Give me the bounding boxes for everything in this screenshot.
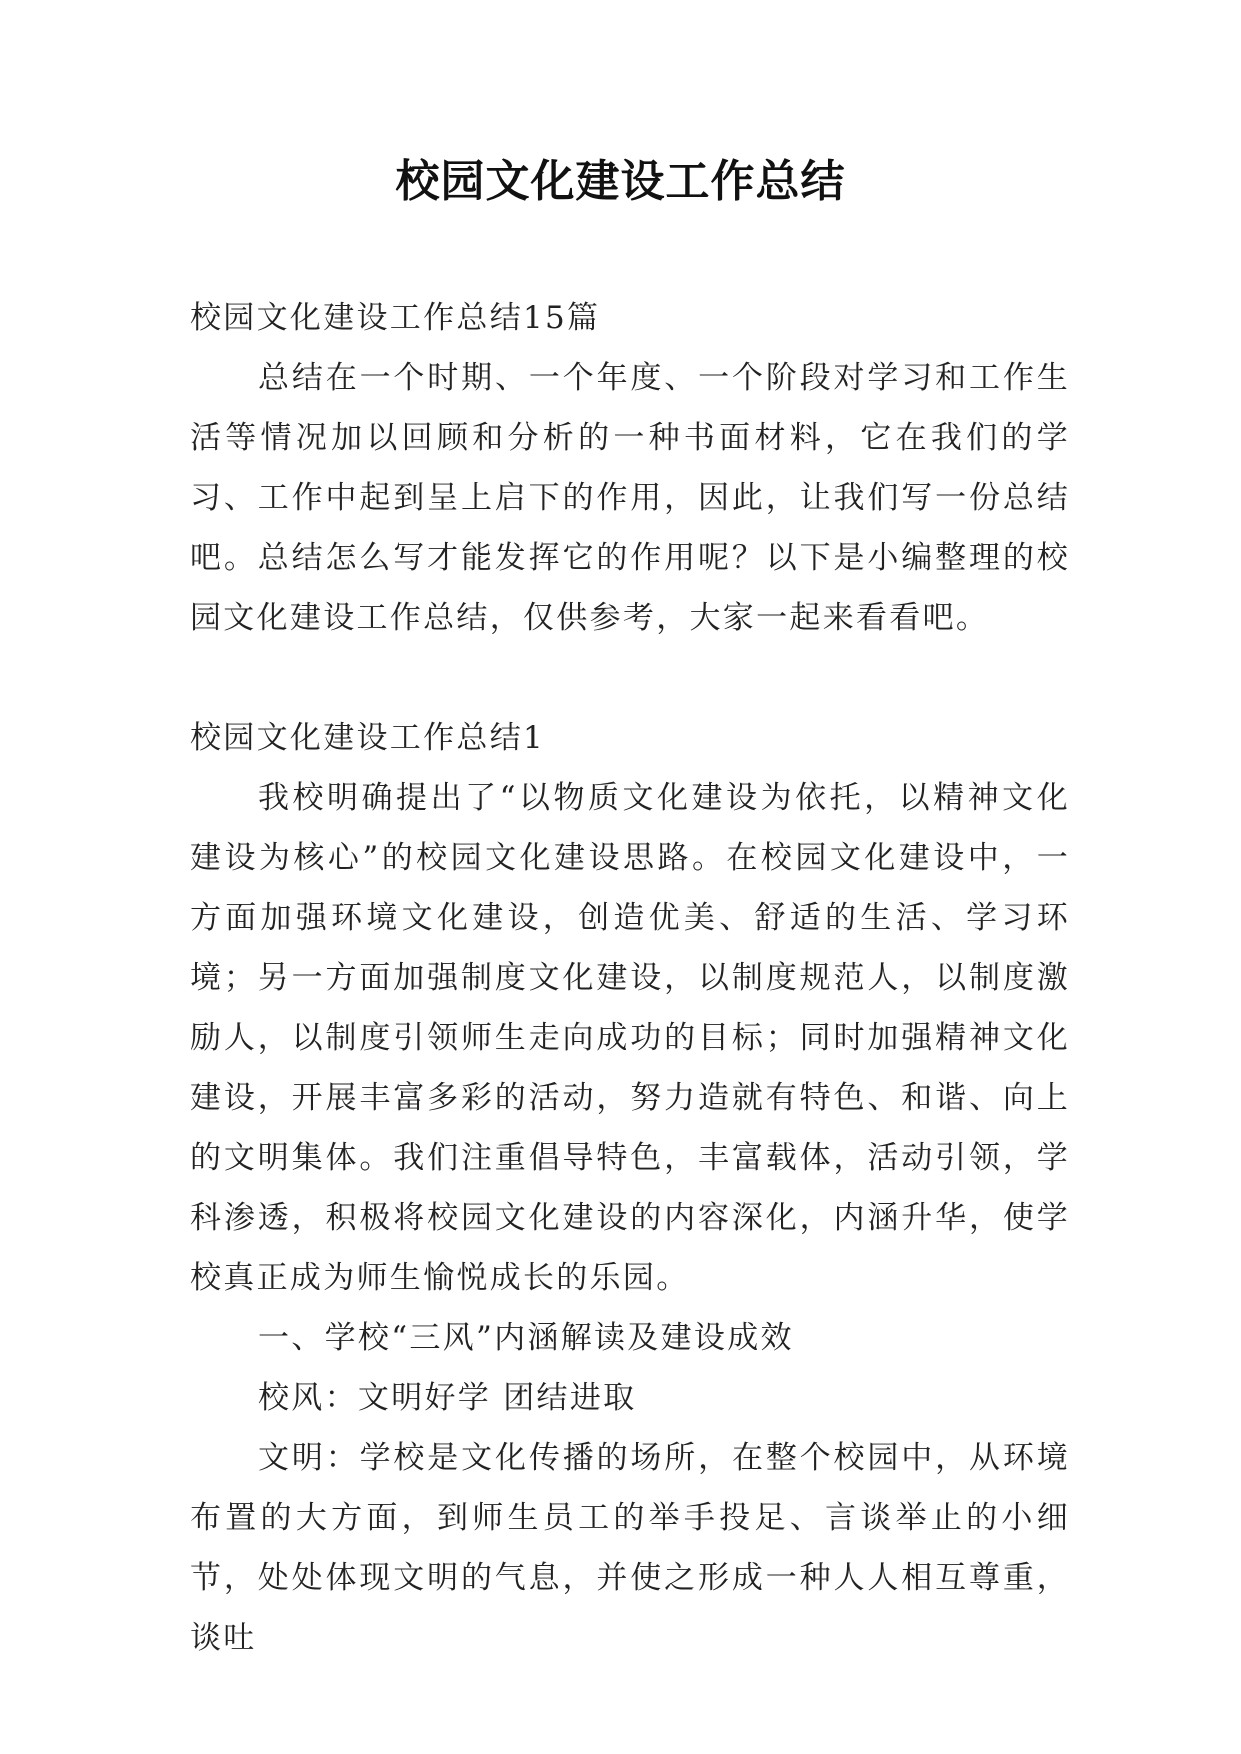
section-heading: 校园文化建设工作总结1 <box>190 720 546 756</box>
section-subheading: 一、学校“三风”内涵解读及建设成效 <box>258 1320 794 1356</box>
document-body <box>190 288 1070 1668</box>
intro-paragraph: 总结在一个时期、一个年度、一个阶段对学习和工作生活等情况加以回顾和分析的一种书面材料，它在我们的学习、工作中起到呈上启下的作用，因此，让我们写一份总结吧。总结怎么写才能发挥它的作用呢？以下是小编整理的校园文化建设工作总结，仅供参考，大家一起来看看吧。 <box>190 360 1070 636</box>
document-title: 校园文化建设工作总结 <box>395 156 846 207</box>
document-subtitle: 校园文化建设工作总结15篇 <box>190 300 601 336</box>
section-paragraph-2: 文明：学校是文化传播的场所，在整个校园中，从环境布置的大方面，到师生员工的举手投足、言谈举止的小细节，处处体现文明的气息，并使之形成一种人人相互尊重，谈吐 <box>190 1440 1070 1656</box>
school-motto: 校风：文明好学 团结进取 <box>258 1380 637 1416</box>
paragraph-spacer <box>190 648 1070 708</box>
section-paragraph: 我校明确提出了“以物质文化建设为依托，以精神文化建设为核心”的校园文化建设思路。在校园文化建设中，一方面加强环境文化建设，创造优美、舒适的生活、学习环境；另一方面加强制度文化建设，以制度规范人，以制度激励人，以制度引领师生走向成功的目标；同时加强精神文化建设，开展丰富多彩的活动，努力造就有特色、和谐、向上的文明集体。我们注重倡导特色，丰富载体，活动引领，学科渗透，积极将校园文化建设的内容深化，内涵升华，使学校真正成为师生愉悦成长的乐园。 <box>190 780 1070 1296</box>
